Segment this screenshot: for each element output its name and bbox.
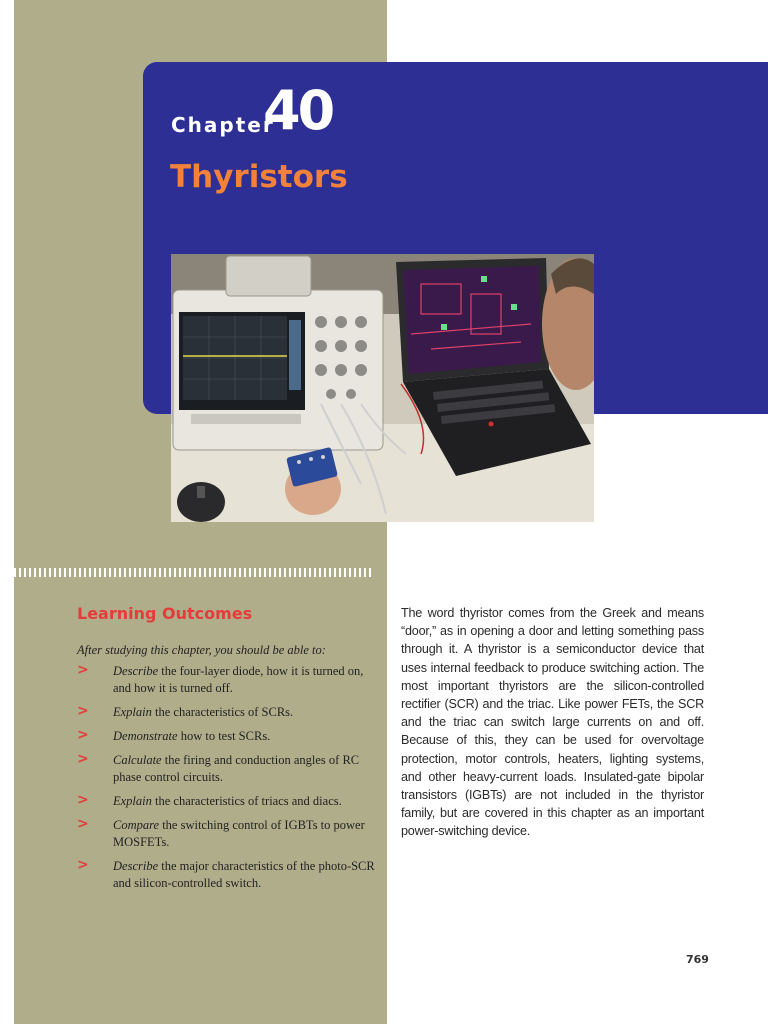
outcome-text: the characteristics of SCRs. (151, 705, 294, 719)
chevron-right-icon: > (77, 727, 89, 743)
learning-outcomes-intro: After studying this chapter, you should be able to: (77, 643, 326, 657)
lab-scene-illustration (171, 254, 594, 522)
list-item (77, 858, 377, 892)
outcome-verb: Demonstrate (113, 729, 178, 743)
learning-outcomes-list (77, 663, 377, 899)
list-item (77, 663, 377, 697)
chapter-number: 40 (263, 79, 333, 142)
outcome-text: the firing and conduction angles of RC phase control circuits. (113, 753, 360, 784)
chapter-label: Chapter (171, 113, 275, 137)
outcome-text: the characteristics of triacs and diacs. (151, 794, 342, 808)
chevron-right-icon: > (77, 792, 89, 808)
outcome-text: the switching control of IGBTs to power MOSFETs. (113, 818, 365, 849)
outcome-text: the major characteristics of the photo-SCR and silicon-controlled switch. (113, 859, 375, 890)
outcome-verb: Describe (113, 859, 159, 873)
chevron-right-icon: > (77, 751, 89, 767)
outcome-text: the four-layer diode, how it is turned on, and how it is turned off. (113, 664, 364, 695)
page-number: 769 (686, 953, 709, 966)
list-item (77, 704, 377, 721)
list-item (77, 817, 377, 851)
outcome-verb: Compare (113, 818, 160, 832)
outcome-verb: Explain (113, 794, 152, 808)
chapter-photo (171, 254, 594, 522)
learning-outcomes-title: Learning Outcomes (77, 604, 253, 623)
tick-divider (14, 568, 374, 577)
chevron-right-icon: > (77, 816, 89, 832)
chapter-title: Thyristors (170, 159, 348, 195)
outcome-verb: Explain (113, 705, 152, 719)
intro-paragraph: The word thyristor comes from the Greek and means “door,” as in opening a door and letting something pass through it. A thyristor is a semiconductor device that uses internal feedback to produce switching action. The most important thyristors are the silicon-controlled rectifier (SCR) and the triac. Like power FETs, the SCR and the triac can switch large currents on and off. Because of this, they can be used for overvoltage protection, motor controls, heaters, lighting systems, and other heavy-current loads. Insulated-gate bipolar transistors (IGBTs) are not included in the thyristor family, but are covered in this chapter as an important power-switching device. (401, 606, 704, 839)
chevron-right-icon: > (77, 662, 89, 678)
outcome-verb: Calculate (113, 753, 162, 767)
list-item (77, 752, 377, 786)
list-item (77, 793, 377, 810)
chevron-right-icon: > (77, 703, 89, 719)
outcome-verb: Describe (113, 664, 159, 678)
outcome-text: how to test SCRs. (177, 729, 271, 743)
chevron-right-icon: > (77, 857, 89, 873)
list-item (77, 728, 377, 745)
